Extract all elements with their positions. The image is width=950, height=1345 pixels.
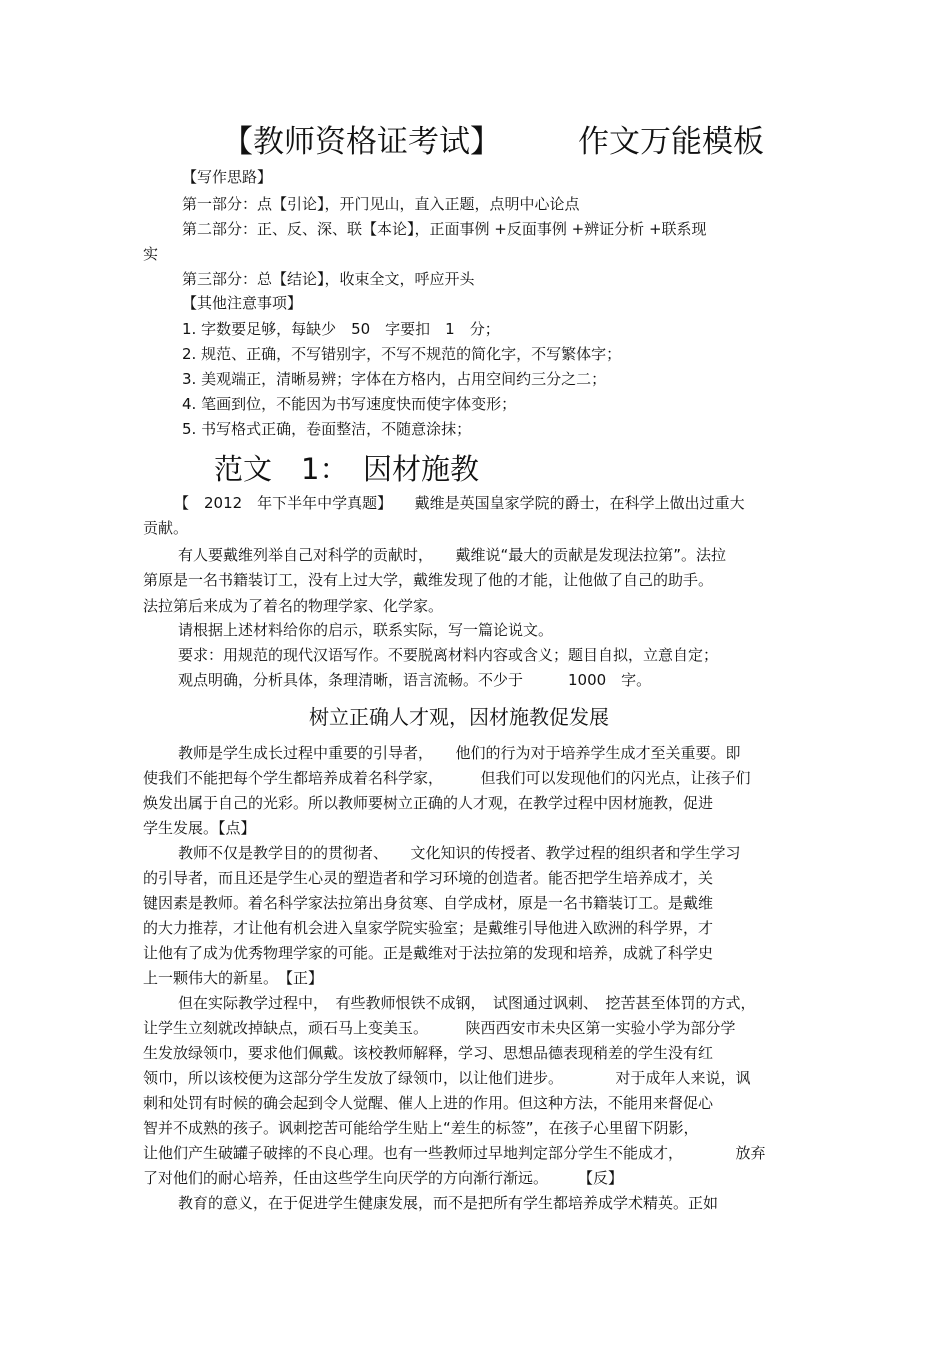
- note-item: 4. 笔画到位，不能因为书写速度快而使字体变形；: [182, 395, 517, 413]
- doc-title-left: 【教师资格证考试】: [222, 124, 501, 160]
- outline-part2: 第二部分：正、反、深、联【本论】，正面事例 +反面事例 +辨证分析 +联系现: [182, 220, 707, 238]
- outline-part3: 第三部分：总【结论】，收束全文，呼应开头: [182, 270, 475, 288]
- essay-line: 焕发出属于自己的光彩。所以教师要树立正确的人才观，在教学过程中因材施教，促进: [143, 794, 714, 812]
- prompt-line: 有人要戴维列举自己对科学的贡献时， 戴维说“最大的贡献是发现法拉第”。法拉: [178, 546, 727, 564]
- note-item: 1. 字数要足够，每缺少 50 字要扣 1 分；: [182, 320, 500, 338]
- essay-line: 的引导者，而且还是学生心灵的塑造者和学习环境的创造者。能否把学生培养成才，关: [143, 869, 714, 887]
- prompt-line: 要求：用规范的现代汉语写作。不要脱离材料内容或含义；题目自拟，立意自定；: [178, 646, 719, 664]
- essay-line: 的大力推荐，才让他有机会进入皇家学院实验室；是戴维引导他进入欧洲的科学界，才: [143, 919, 714, 937]
- prompt-line: 贡献。: [143, 519, 189, 537]
- essay-title: 树立正确人才观，因材施教促发展: [309, 705, 609, 729]
- essay-line: 教育的意义，在于促进学生健康发展，而不是把所有学生都培养成学术精英。正如: [178, 1194, 719, 1212]
- essay-line: 学生发展。【点】: [143, 819, 256, 837]
- essay-line: 但在实际教学过程中， 有些教师恨铁不成钢， 试图通过讽刺、 挖苦甚至体罚的方式，: [178, 994, 756, 1012]
- prompt-line: 法拉第后来成为了着名的物理学家、化学家。: [143, 597, 444, 615]
- essay-line: 让他有了成为优秀物理学家的可能。正是戴维对于法拉第的发现和培养，成就了科学史: [143, 944, 714, 962]
- prompt-line: 【 2012 年下半年中学真题】 戴维是英国皇家学院的爵士，在科学上做出过重大: [174, 494, 745, 512]
- outline-heading: 【写作思路】: [182, 168, 273, 186]
- prompt-line: 观点明确，分析具体，条理清晰，语言流畅。不少于 1000 字。: [178, 671, 652, 689]
- essay-line: 教师是学生成长过程中重要的引导者， 他们的行为对于培养学生成才至关重要。即: [178, 744, 741, 762]
- essay-line: 智并不成熟的孩子。讽刺挖苦可能给学生贴上“差生的标签”，在孩子心里留下阴影，: [143, 1119, 699, 1137]
- prompt-line: 请根据上述材料给你的启示，联系实际，写一篇论说文。: [178, 621, 554, 639]
- note-item: 3. 美观端正，清晰易辨；字体在方格内，占用空间约三分之二；: [182, 370, 607, 388]
- outline-part2-cont: 实: [143, 245, 159, 263]
- essay-line: 让他们产生破罐子破摔的不良心理。也有一些教师过早地判定部分学生不能成才， 放弃: [143, 1144, 766, 1162]
- sample-heading: 范文 1： 因材施教: [214, 452, 479, 486]
- essay-line: 让学生立刻就改掉缺点，顽石马上变美玉。 陕西西安市未央区第一实验小学为部分学: [143, 1019, 736, 1037]
- essay-line: 上一颗伟大的新星。 【正】: [143, 969, 324, 987]
- note-item: 5. 书写格式正确，卷面整洁，不随意涂抹；: [182, 420, 472, 438]
- doc-title-right: 作文万能模板: [578, 124, 764, 160]
- essay-line: 使我们不能把每个学生都培养成着名科学家， 但我们可以发现他们的闪光点，让孩子们: [143, 769, 751, 787]
- notes-heading: 【其他注意事项】: [182, 294, 303, 312]
- essay-line: 了对他们的耐心培养，任由这些学生向厌学的方向渐行渐远。 【反】: [143, 1169, 624, 1187]
- essay-line: 键因素是教师。着名科学家法拉第出身贫寒、自学成材，原是一名书籍装订工。是戴维: [143, 894, 714, 912]
- outline-part1: 第一部分：点【引论】，开门见山，直入正题，点明中心论点: [182, 195, 580, 213]
- prompt-line: 第原是一名书籍装订工，没有上过大学，戴维发现了他的才能，让他做了自己的助手。: [143, 571, 714, 589]
- essay-line: 领巾，所以该校便为这部分学生发放了绿领巾，以让他们进步。 对于成年人来说，讽: [143, 1069, 751, 1087]
- essay-line: 生发放绿领巾，要求他们佩戴。该校教师解释，学习、思想品德表现稍差的学生没有红: [143, 1044, 714, 1062]
- essay-line: 教师不仅是教学目的的贯彻者、 文化知识的传授者、教学过程的组织者和学生学习: [178, 844, 741, 862]
- note-item: 2. 规范、正确，不写错别字，不写不规范的简化字，不写繁体字；: [182, 345, 622, 363]
- essay-line: 刺和处罚有时候的确会起到令人觉醒、催人上进的作用。但这种方法，不能用来督促心: [143, 1094, 714, 1112]
